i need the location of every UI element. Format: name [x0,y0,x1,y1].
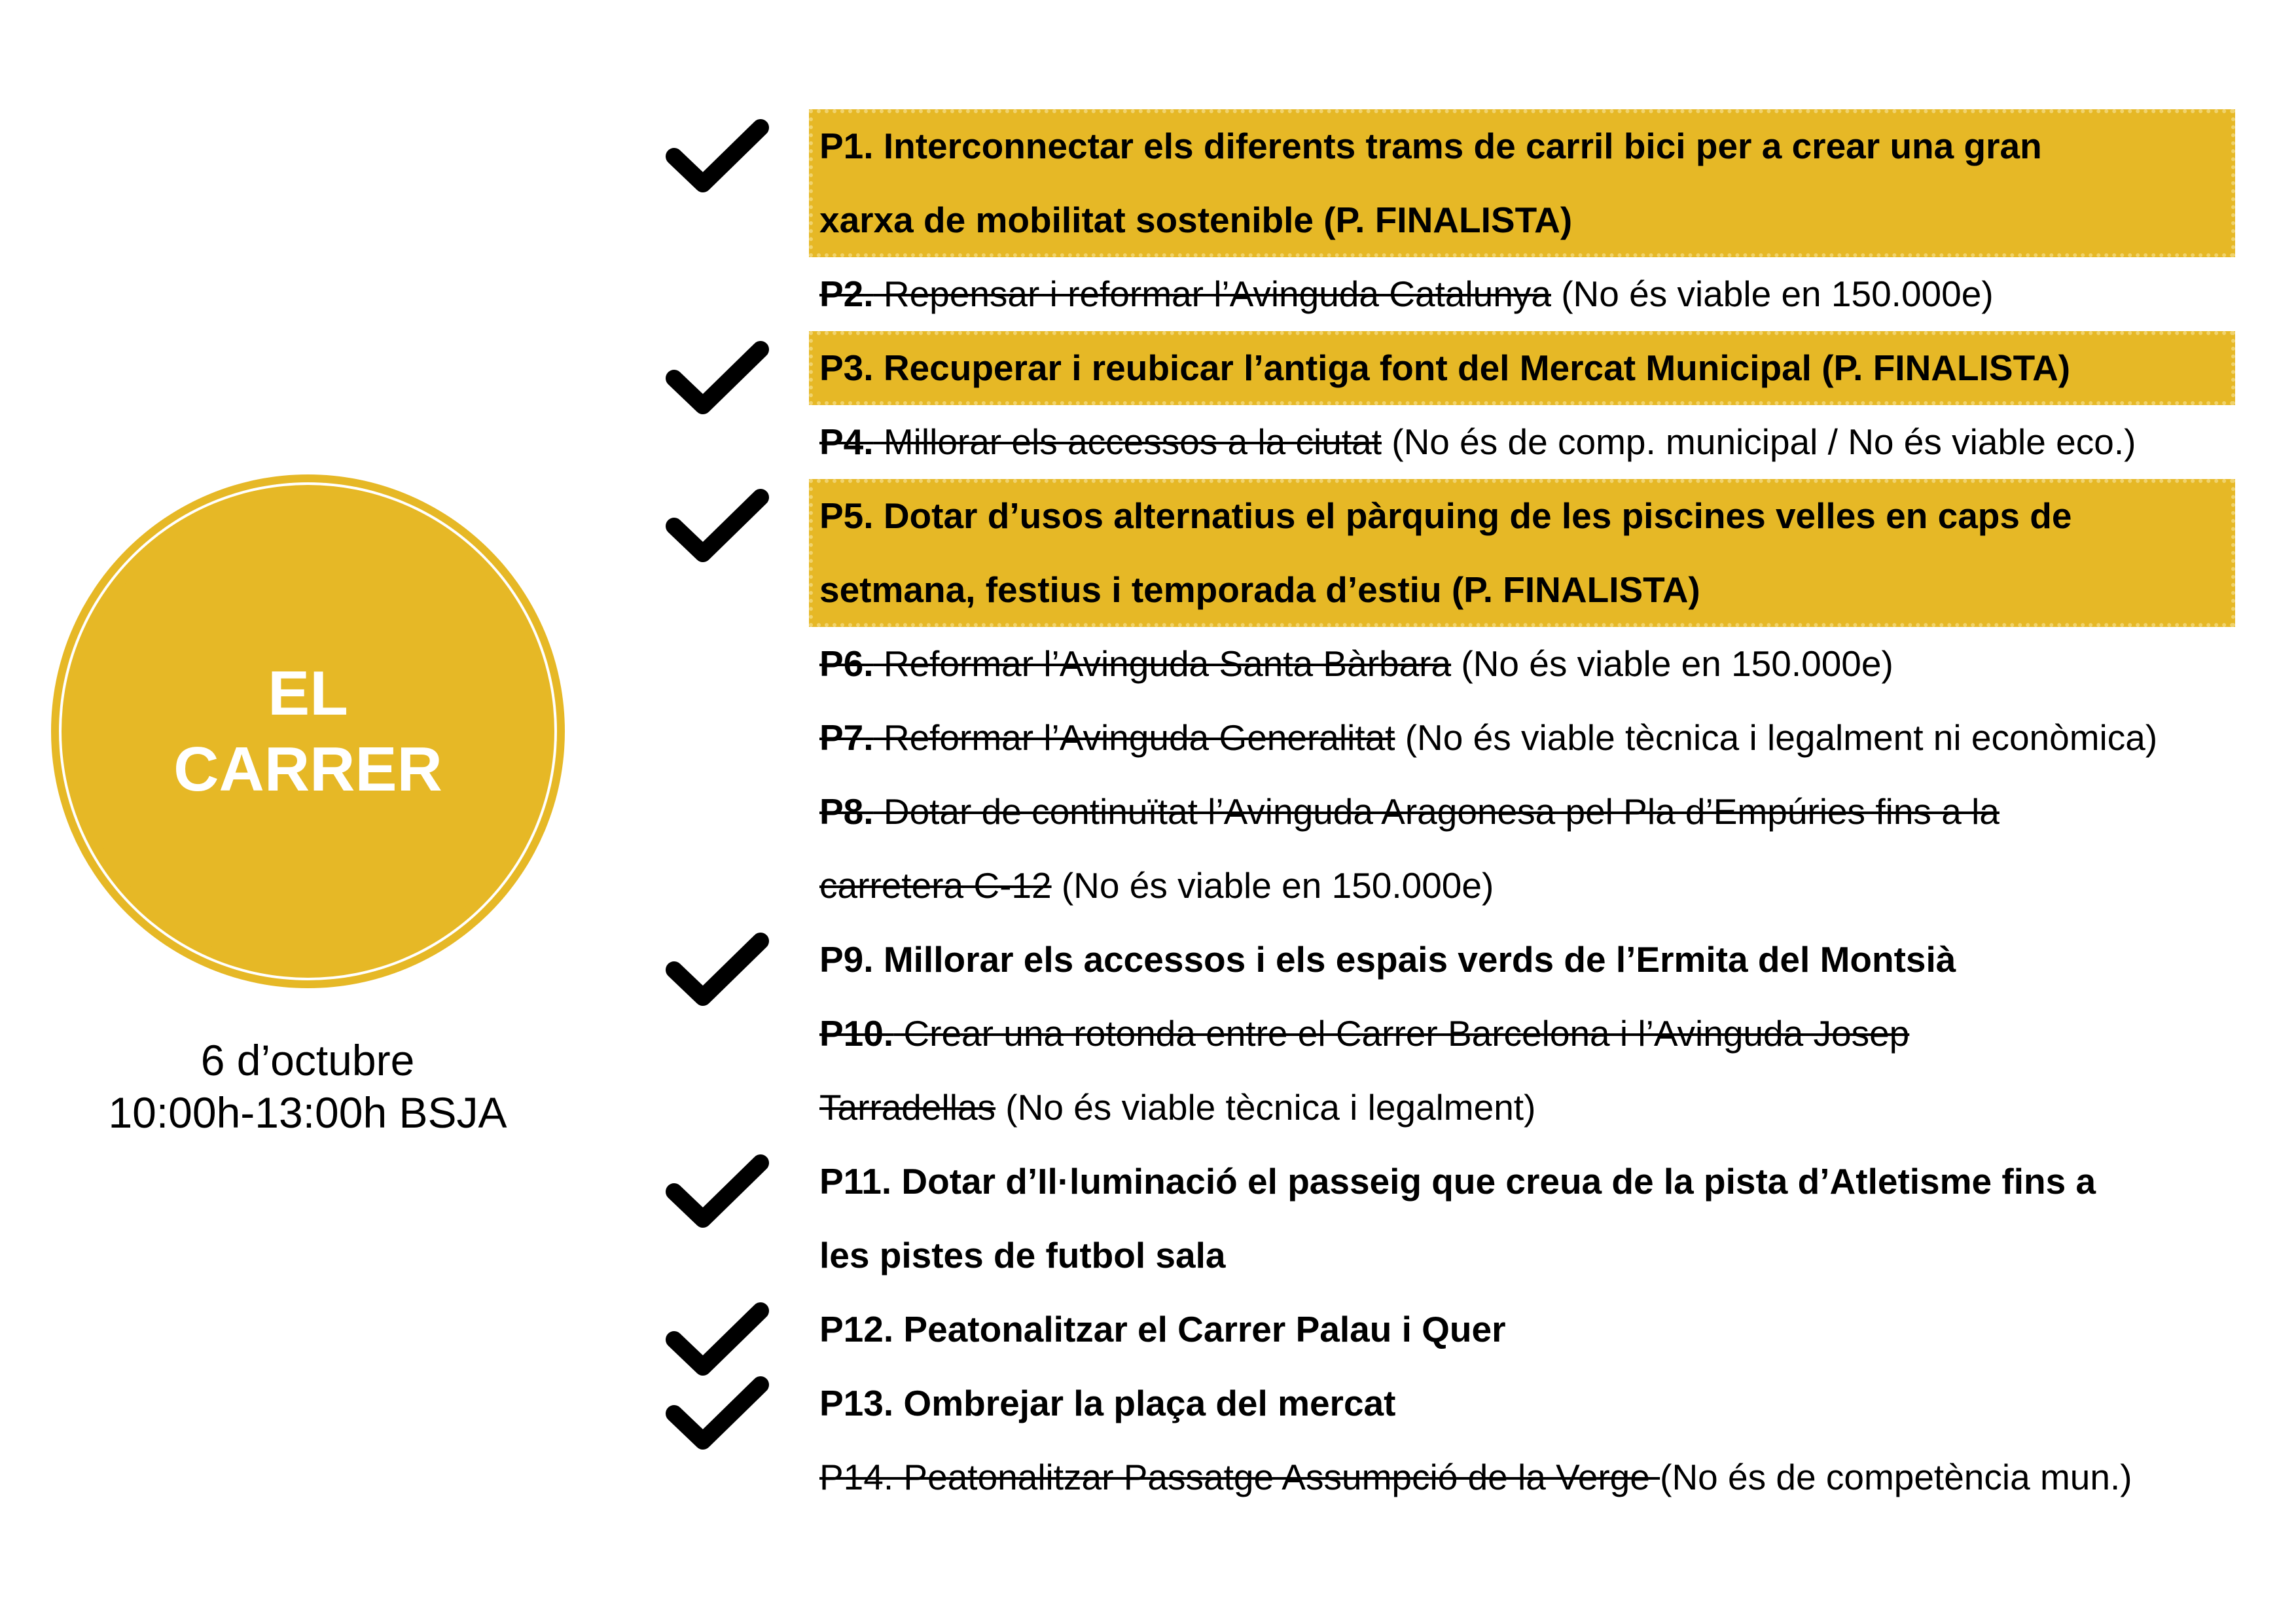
rejection-note: (No és de competència mun.) [1660,1457,2132,1497]
proposal-text-struck: P14. Peatonalitzar Passatge Assumpció de la Verge [819,1457,1660,1497]
proposal-line [819,553,1700,627]
proposal-text-struck: Tarradellas [819,1087,996,1128]
checkmark-icon [665,1151,770,1236]
session-date: 6 d’octubre [200,1036,415,1084]
proposal-line [819,997,1909,1071]
proposal-code-struck: P10. [819,1013,894,1054]
proposal-line [819,109,2042,183]
proposal-text-struck: Millorar els accessos a la ciutat [873,421,1382,462]
checkmark-icon [665,1373,770,1458]
proposal-line [819,923,1956,997]
proposal-title: P11. Dotar d’Il·luminació el passeig que creua de la pista d’Atletisme fins a [819,1161,2096,1202]
proposal-title: P9. Millorar els accessos i els espais verds de l’Ermita del Montsià [819,939,1956,980]
rejection-note: (No és viable en 150.000e) [1551,274,1994,314]
proposal-text-struck: Dotar de continuïtat l’Avinguda Aragonesa pel Pla d’Empúries fins a la [873,791,2000,832]
checkmark-icon [665,1299,770,1384]
rejection-note: (No és viable en 150.000e) [1451,643,1893,684]
rejection-note: (No és de comp. municipal / No és viable eco.) [1381,421,2136,462]
proposal-line [819,479,2072,553]
proposal-code-struck: P2. [819,274,874,314]
proposal-line [819,331,2070,405]
session-time: 10:00h-13:00h BSJA [108,1088,507,1137]
proposal-text-struck: carretera C-12 [819,865,1052,906]
checkmark-icon [665,116,770,201]
proposal-line [819,627,1893,701]
proposal-code-struck: P4. [819,421,874,462]
section-title-line1: EL [268,658,348,728]
proposal-text-struck: Repensar i reformar l’Avinguda Catalunya [873,274,1551,314]
proposal-text-struck: Reformar l’Avinguda Santa Bàrbara [873,643,1452,684]
checkmark-icon [665,929,770,1014]
proposal-line [819,1071,1535,1145]
proposal-line [819,701,2157,775]
checkmark-icon [665,486,770,571]
proposal-title: P3. Recuperar i reubicar l’antiga font del Mercat Municipal (P. FINALISTA) [819,348,2071,388]
proposal-title: P5. Dotar d’usos alternatius el pàrquing de les piscines velles en caps de [819,495,2072,536]
rejection-note: (No és viable tècnica i legalment ni econòmica) [1395,717,2158,758]
proposal-title: les pistes de futbol sala [819,1235,1226,1275]
section-title-line2: CARRER [173,734,442,804]
proposal-line [819,183,1572,257]
checkmark-icon [665,338,770,423]
proposal-title: setmana, festius i temporada d’estiu (P. FINALISTA) [819,569,1700,610]
rejection-note: (No és viable en 150.000e) [1051,865,1494,906]
proposal-line [819,1293,1506,1366]
proposal-title: P1. Interconnectar els diferents trams de carril bici per a crear una gran [819,126,2042,166]
rejection-note: (No és viable tècnica i legalment) [996,1087,1536,1128]
proposal-title: xarxa de mobilitat sostenible (P. FINALISTA) [819,200,1573,240]
proposal-line [819,1366,1395,1440]
proposal-code-struck: P6. [819,643,874,684]
proposal-line [819,1440,2132,1514]
proposal-line [819,775,2000,849]
proposal-text-struck: Crear una rotonda entre el Carrer Barcelona i l’Avinguda Josep [893,1013,1910,1054]
proposal-line [819,849,1494,923]
proposal-line [819,405,2136,479]
proposal-text-struck: Reformar l’Avinguda Generalitat [873,717,1395,758]
proposal-title: P13. Ombrejar la plaça del mercat [819,1383,1396,1423]
proposal-line [819,1145,2096,1219]
proposal-line [819,257,1994,331]
proposal-title: P12. Peatonalitzar el Carrer Palau i Quer [819,1309,1506,1349]
proposal-code-struck: P7. [819,717,874,758]
proposal-code-struck: P8. [819,791,874,832]
proposal-line [819,1219,1225,1293]
